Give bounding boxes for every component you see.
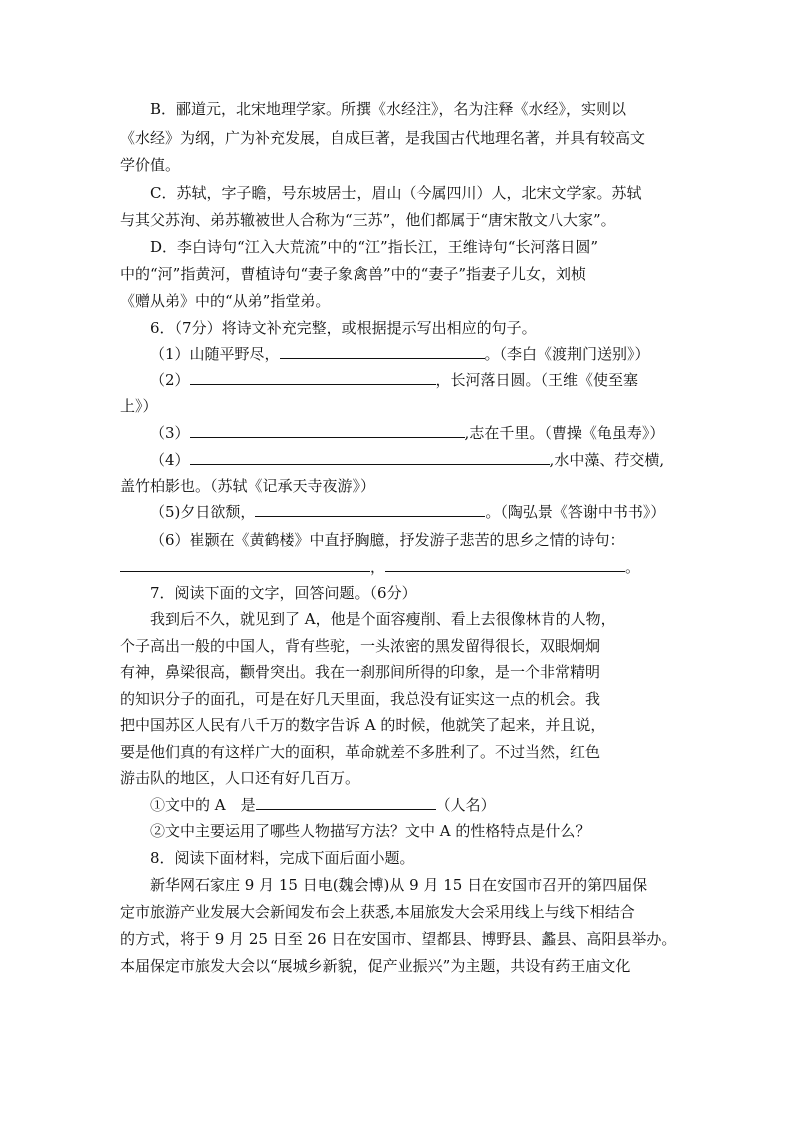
q7-sub-2: ②文中主要运用了哪些人物描写方法？文中 A 的性格特点是什么？ [150,822,591,840]
q7-passage-line-1: 我到后不久，就见到了 A，他是个面容瘦削、看上去很像林肯的人物， [150,610,616,628]
q6-item-3 [150,423,664,443]
q8-passage-line-1: 新华网石家庄 9 月 15 日电(魏会博)从 9 月 15 日在安国市召开的第四届保 [150,876,648,894]
q6-item-6-end: 。 [625,558,641,576]
q7-passage-line-3: 有神，鼻梁很高，颧骨突出。我在一刹那间所得的印象，是一个非常精明 [120,663,601,681]
q6-item-5 [150,502,665,522]
q6-item-2-blank[interactable] [190,370,436,385]
q8-passage-line-4: 本届保定市旅发大会以“展城乡新貌，促产业振兴”为主题，共设有药王庙文化 [120,957,631,975]
q6-item-6-answer [120,557,640,577]
q7-sub-1-post: （人名） [435,796,496,814]
q7-passage-line-7: 游击队的地区，人口还有好几百万。 [120,769,361,787]
q7-passage-line-5: 把中国苏区人民有八千万的数字告诉 A 的时候，他就笑了起来，并且说， [120,716,606,734]
question-7-title: 7．阅读下面的文字，回答问题。（6分） [150,584,417,602]
q6-item-1 [150,344,650,364]
q6-item-2-pre: （2） [150,371,190,389]
q7-passage-line-2: 个子高出一般的中国人，背有些驼，一头浓密的黑发留得很长，双眼炯炯 [120,637,601,655]
q7-sub-1-blank[interactable] [256,795,436,810]
q6-item-6-blank-1[interactable] [120,557,370,572]
q6-item-3-post: ,志在千里。（曹操《龟虽寿》） [464,424,665,442]
option-b-line-1: B．郦道元，北宋地理学家。所撰《水经注》，名为注释《水经》，实则以 [150,100,627,118]
q6-item-6: （6）崔颢在《黄鹤楼》中直抒胸臆，抒发游子悲苦的思乡之情的诗句： [150,531,625,549]
q6-item-4 [150,450,664,470]
option-d-line-2: 中的“河”指黄河，曹植诗句“妻子象禽兽”中的“妻子”指妻子儿女，刘桢 [120,265,587,283]
option-d-line-3: 《赠从弟》中的“从弟”指堂弟。 [120,292,331,310]
q6-item-2-post: ，长河落日圆。（王维《使至塞 [435,371,639,389]
q8-passage-line-3: 的方式，将于 9 月 25 日至 26 日在安国市、望都县、博野县、蠡县、高阳县举办。 [120,930,677,948]
q6-item-2-cont: 上》） [120,397,158,415]
q8-passage-line-2: 定市旅游产业发展大会新闻发布会上获悉,本届旅发大会采用线上与线下相结合 [120,903,635,921]
q6-item-4-cont: 盖竹柏影也。（苏轼《记承天寺夜游》） [120,477,376,495]
q6-item-5-post: 。（陶弘景《答谢中书书》） [485,503,666,521]
q6-item-5-blank[interactable] [255,502,485,517]
option-c-line-1: C．苏轼，字子瞻，号东坡居士，眉山（今属四川）人，北宋文学家。苏轼 [150,184,642,202]
q6-item-4-pre: （4） [150,451,190,469]
question-8-title: 8．阅读下面材料，完成下面后面小题。 [150,849,415,867]
q6-item-2 [150,370,638,390]
option-b-line-2: 《水经》为纲，广为补充发展，自成巨著，是我国古代地理名著，并具有较高文 [120,129,646,147]
option-c-line-2: 与其父苏洵、弟苏辙被世人合称为“三苏”，他们都属于“唐宋散文八大家”。 [120,211,616,229]
q7-passage-line-6: 要是他们真的有这样广大的面积，革命就差不多胜利了。不过当然，红色 [120,743,601,761]
q6-item-3-pre: （3） [150,424,190,442]
option-b-line-3: 学价值。 [120,156,181,174]
q6-item-6-blank-2[interactable] [385,557,625,572]
q6-item-1-post: 。（李白《渡荆门送别》） [484,345,650,363]
q6-item-1-pre: （1）山随平野尽， [150,345,280,363]
q6-item-3-blank[interactable] [190,423,465,438]
q6-item-1-blank[interactable] [280,344,485,359]
q6-item-4-blank[interactable] [190,450,550,465]
q7-sub-1 [150,795,496,815]
option-d-line-1: D．李白诗句“江入大荒流”中的“江”指长江，王维诗句“长河落日圆” [150,238,599,256]
q6-item-5-pre: （5)夕日欲颓， [150,503,256,521]
question-6-title: 6．（7分）将诗文补充完整，或根据提示写出相应的句子。 [150,319,537,337]
q6-item-4-post: ,水中藻、荇交横, [549,451,665,469]
q6-item-6-sep: ， [370,558,386,576]
q7-sub-1-pre: ①文中的 A 是 [150,796,256,814]
q7-passage-line-4: 的知识分子的面孔，可是在好几天里面，我总没有证实这一点的机会。我 [120,690,601,708]
